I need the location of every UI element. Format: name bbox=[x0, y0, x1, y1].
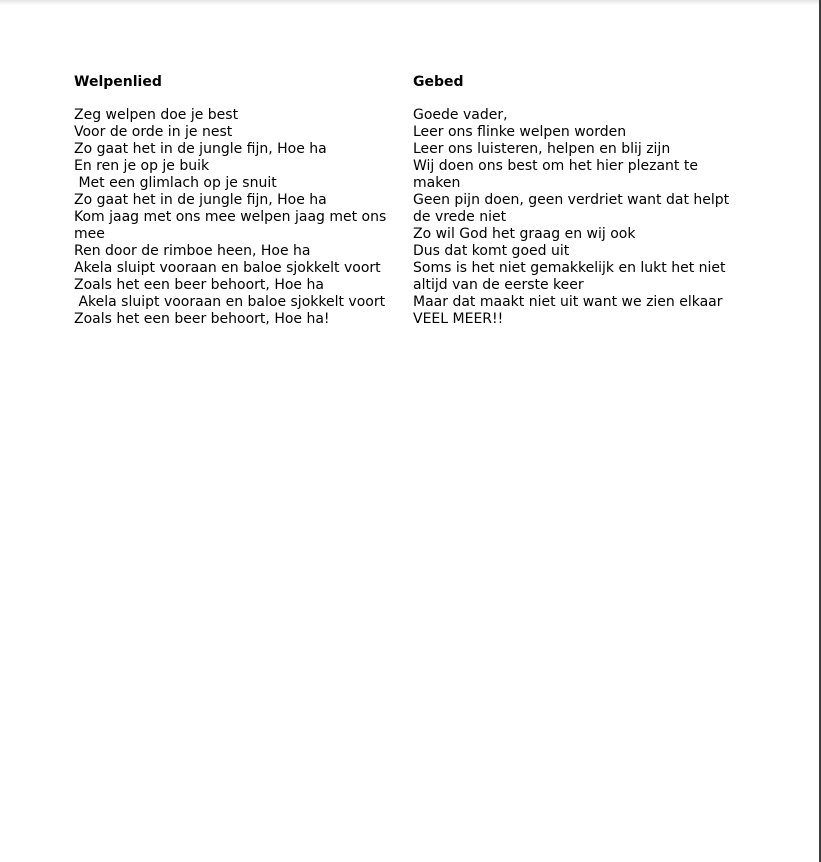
prayer-line: Leer ons flinke welpen worden bbox=[413, 124, 627, 140]
prayer-line: altijd van de eerste keer bbox=[413, 277, 584, 293]
prayer-line: Wij doen ons best om het hier plezant te bbox=[413, 158, 698, 174]
welpenlied-title: Welpenlied bbox=[74, 74, 162, 90]
song-line: Zo gaat het in de jungle fijn, Hoe ha bbox=[74, 141, 327, 157]
gebed-title: Gebed bbox=[413, 74, 464, 90]
prayer-line: Geen pijn doen, geen verdriet want dat helpt bbox=[413, 192, 730, 208]
prayer-line: VEEL MEER!! bbox=[413, 311, 504, 327]
welpenlied-column bbox=[74, 74, 392, 328]
song-line: Kom jaag met ons mee welpen jaag met ons bbox=[74, 209, 387, 225]
prayer-line: Zo wil God het graag en wij ook bbox=[413, 226, 636, 242]
prayer-line: Leer ons luisteren, helpen en blij zijn bbox=[413, 141, 671, 157]
gebed-column bbox=[413, 74, 738, 328]
song-line: Ren door de rimboe heen, Hoe ha bbox=[74, 243, 311, 259]
prayer-line: Dus dat komt goed uit bbox=[413, 243, 570, 259]
song-line: Zo gaat het in de jungle fijn, Hoe ha bbox=[74, 192, 327, 208]
page-top-shadow bbox=[0, 0, 819, 5]
prayer-line: maken bbox=[413, 175, 461, 191]
song-line: Zeg welpen doe je best bbox=[74, 107, 239, 123]
prayer-line: Goede vader, bbox=[413, 107, 508, 123]
song-line: Akela sluipt vooraan en baloe sjokkelt voort bbox=[74, 294, 386, 310]
song-line: Voor de orde in je nest bbox=[74, 124, 233, 140]
prayer-line: Maar dat maakt niet uit want we zien elkaar bbox=[413, 294, 723, 310]
song-line: Zoals het een beer behoort, Hoe ha bbox=[74, 277, 324, 293]
song-line: Zoals het een beer behoort, Hoe ha! bbox=[74, 311, 330, 327]
song-line: Met een glimlach op je snuit bbox=[74, 175, 277, 191]
prayer-line: Soms is het niet gemakkelijk en lukt het niet bbox=[413, 260, 726, 276]
song-line: En ren je op je buik bbox=[74, 158, 210, 174]
song-line: mee bbox=[74, 226, 105, 242]
song-line: Akela sluipt vooraan en baloe sjokkelt voort bbox=[74, 260, 381, 276]
prayer-line: de vrede niet bbox=[413, 209, 507, 225]
